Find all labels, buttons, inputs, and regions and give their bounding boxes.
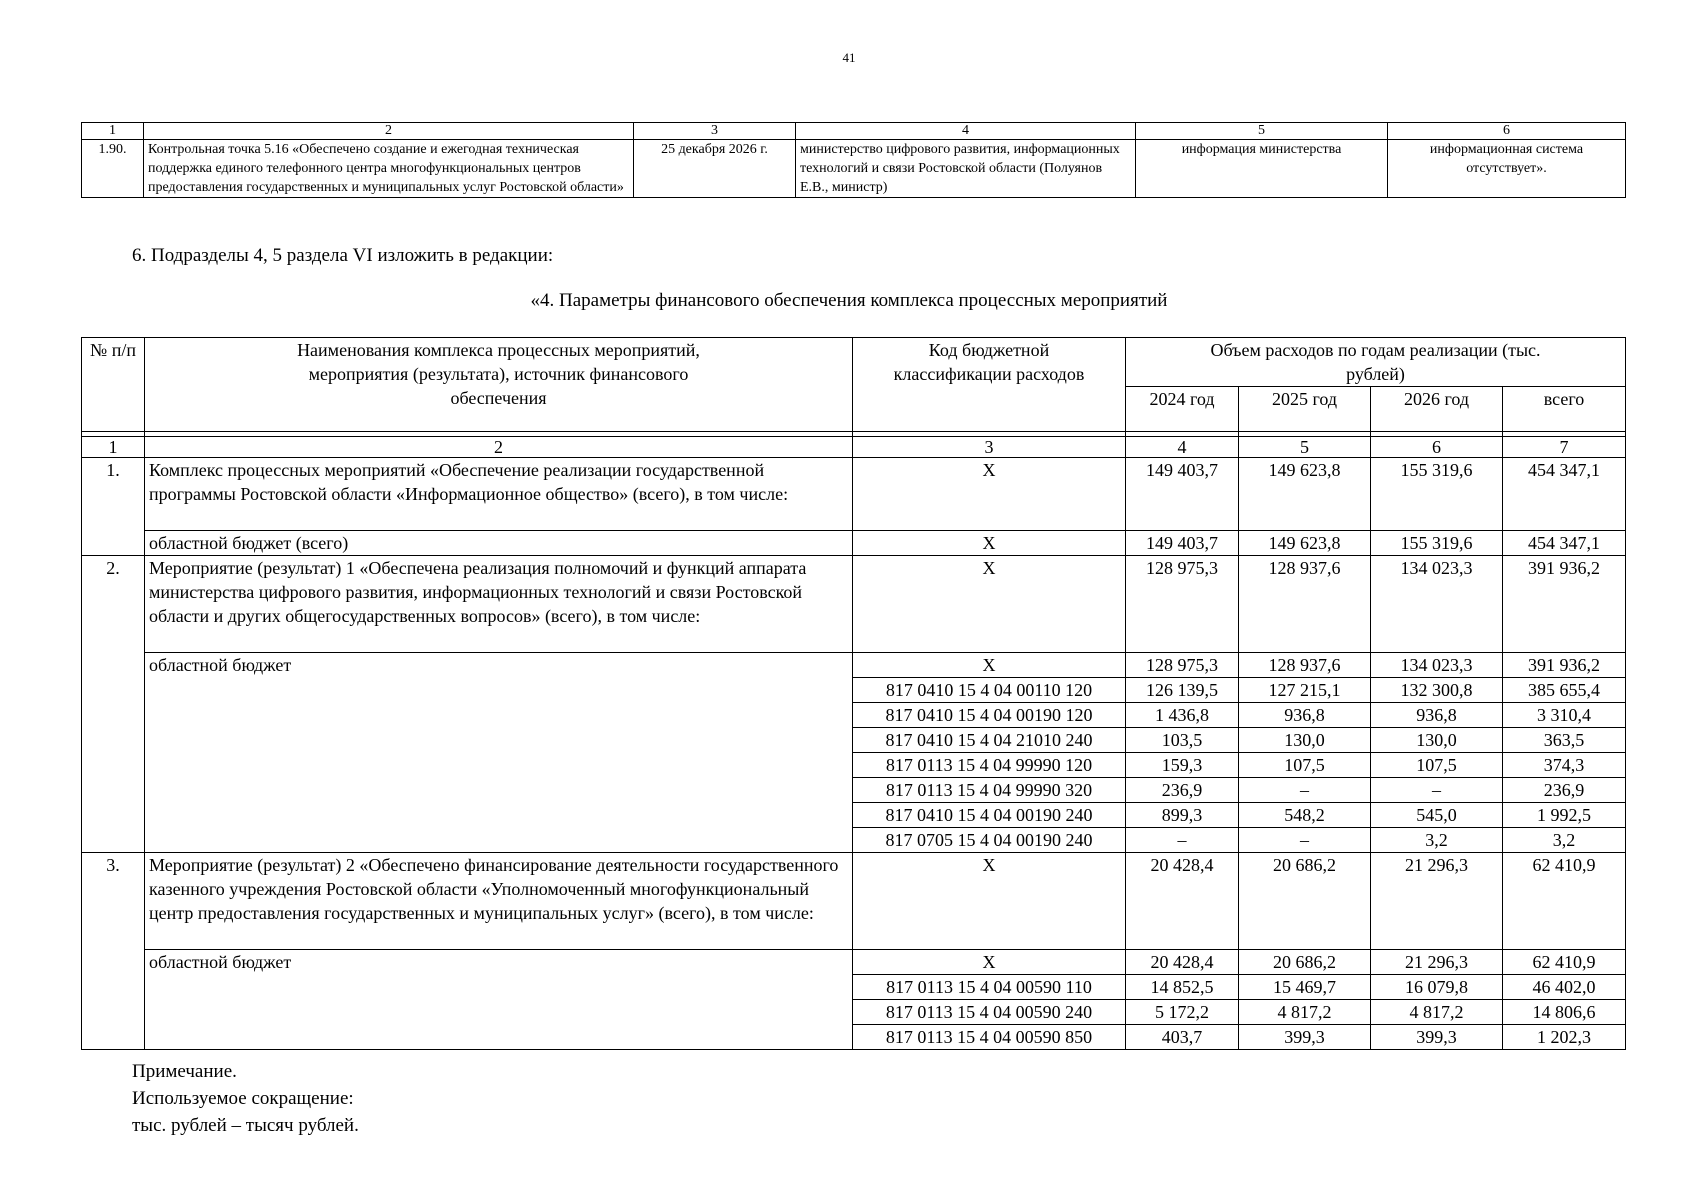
row-number: 2. (82, 556, 145, 853)
value-2025: 548,2 (1239, 803, 1371, 828)
section-caption: «4. Параметры финансового обеспечения комплекса процессных мероприятий (530, 290, 1168, 311)
column-numbers-row (82, 437, 1626, 458)
note-title: Примечание. (132, 1061, 237, 1082)
value-2025: 936,8 (1239, 703, 1371, 728)
row-number: 1.90. (82, 140, 144, 198)
column-number: 3 (634, 123, 796, 140)
value-total: 363,5 (1503, 728, 1626, 753)
table-header-row (82, 338, 1626, 387)
column-number: 1 (82, 123, 144, 140)
value-2026: 21 296,3 (1371, 853, 1503, 950)
value-2026: 545,0 (1371, 803, 1503, 828)
column-number: 2 (145, 437, 853, 458)
header-num: № п/п (82, 338, 145, 432)
budget-code: Х (853, 653, 1126, 678)
value-2025: 128 937,6 (1239, 653, 1371, 678)
budget-code: 817 0113 15 4 04 00590 850 (853, 1025, 1126, 1050)
table-header-row (82, 123, 1626, 140)
value-2024: 128 975,3 (1126, 653, 1239, 678)
column-number: 4 (1126, 437, 1239, 458)
value-2026: 936,8 (1371, 703, 1503, 728)
value-total: 454 347,1 (1503, 458, 1626, 531)
value-2026: 3,2 (1371, 828, 1503, 853)
value-2025: 399,3 (1239, 1025, 1371, 1050)
value-2026: 107,5 (1371, 753, 1503, 778)
budget-code: 817 0410 15 4 04 00190 240 (853, 803, 1126, 828)
instruction-paragraph: 6. Подразделы 4, 5 раздела VI изложить в редакции: (132, 245, 554, 266)
budget-code: 817 0113 15 4 04 99990 120 (853, 753, 1126, 778)
complex-name: Комплекс процессных мероприятий «Обеспечение реализации государственной программы Ростовской области «Информационное общество» (всего), в том числе: (145, 458, 853, 531)
budget-code: Х (853, 531, 1126, 556)
column-number: 7 (1503, 437, 1626, 458)
value-2024: 20 428,4 (1126, 853, 1239, 950)
budget-code: 817 0113 15 4 04 00590 110 (853, 975, 1126, 1000)
value-2024: 149 403,7 (1126, 531, 1239, 556)
column-number: 4 (796, 123, 1136, 140)
table-row (82, 653, 1626, 678)
value-2025: 128 937,6 (1239, 556, 1371, 653)
value-2026: – (1371, 778, 1503, 803)
value-total: 236,9 (1503, 778, 1626, 803)
budget-code: Х (853, 458, 1126, 531)
funding-source: областной бюджет (всего) (145, 531, 853, 556)
value-2024: 1 436,8 (1126, 703, 1239, 728)
value-2024: – (1126, 828, 1239, 853)
column-number: 2 (144, 123, 634, 140)
responsible-executor: министерство цифрового развития, информационных технологий и связи Ростовской области (Полуянов Е.В., министр) (796, 140, 1136, 198)
budget-code: Х (853, 950, 1126, 975)
header-code: Код бюджетной классификации расходов (853, 338, 1126, 432)
value-2025: 127 215,1 (1239, 678, 1371, 703)
value-2024: 159,3 (1126, 753, 1239, 778)
value-total: 391 936,2 (1503, 556, 1626, 653)
value-2026: 21 296,3 (1371, 950, 1503, 975)
value-2026: 134 023,3 (1371, 556, 1503, 653)
value-2024: 5 172,2 (1126, 1000, 1239, 1025)
note-abbreviation: тыс. рублей – тысяч рублей. (132, 1115, 359, 1136)
value-2025: 149 623,8 (1239, 458, 1371, 531)
value-2026: 4 817,2 (1371, 1000, 1503, 1025)
footnote (132, 1058, 359, 1139)
value-2026: 399,3 (1371, 1025, 1503, 1050)
column-number: 5 (1239, 437, 1371, 458)
value-total: 3,2 (1503, 828, 1626, 853)
value-total: 14 806,6 (1503, 1000, 1626, 1025)
value-2026: 155 319,6 (1371, 531, 1503, 556)
budget-code: 817 0410 15 4 04 21010 240 (853, 728, 1126, 753)
funding-source: областной бюджет (145, 653, 853, 853)
row-number: 1. (82, 458, 145, 556)
control-point-name: Контрольная точка 5.16 «Обеспечено создание и ежегодная техническая поддержка единого телефонного центра многофункциональных центров предоставления государственных и муниципальных услуг Ростовской области» (144, 140, 634, 198)
value-2026: 132 300,8 (1371, 678, 1503, 703)
value-2024: 403,7 (1126, 1025, 1239, 1050)
value-total: 374,3 (1503, 753, 1626, 778)
confirming-document: информация министерства (1136, 140, 1388, 198)
funding-source: областной бюджет (145, 950, 853, 1050)
value-total: 46 402,0 (1503, 975, 1626, 1000)
page-number: 41 (842, 50, 856, 65)
column-number: 1 (82, 437, 145, 458)
value-total: 62 410,9 (1503, 853, 1626, 950)
budget-code: 817 0410 15 4 04 00190 120 (853, 703, 1126, 728)
value-2025: 4 817,2 (1239, 1000, 1371, 1025)
value-2024: 14 852,5 (1126, 975, 1239, 1000)
activity-name: Мероприятие (результат) 2 «Обеспечено финансирование деятельности государственного казенного учреждения Ростовской области «Уполномоченный многофункциональный центр предоставления государственных и муниципальных услуг» (всего), в том числе: (145, 853, 853, 950)
value-total: 385 655,4 (1503, 678, 1626, 703)
value-2025: – (1239, 778, 1371, 803)
value-2025: 149 623,8 (1239, 531, 1371, 556)
column-number: 6 (1371, 437, 1503, 458)
budget-code: Х (853, 853, 1126, 950)
value-2025: 15 469,7 (1239, 975, 1371, 1000)
value-2024: 103,5 (1126, 728, 1239, 753)
row-number: 3. (82, 853, 145, 1050)
table-row (82, 556, 1626, 653)
value-total: 62 410,9 (1503, 950, 1626, 975)
table-row (82, 531, 1626, 556)
table-row (82, 140, 1626, 198)
table-row (82, 458, 1626, 531)
value-2025: – (1239, 828, 1371, 853)
value-2025: 20 686,2 (1239, 853, 1371, 950)
note-abbreviation-label: Используемое сокращение: (132, 1088, 354, 1109)
value-2025: 20 686,2 (1239, 950, 1371, 975)
header-year-2026: 2026 год (1371, 387, 1503, 432)
header-year-2024: 2024 год (1126, 387, 1239, 432)
column-number: 3 (853, 437, 1126, 458)
value-2026: 155 319,6 (1371, 458, 1503, 531)
value-2024: 20 428,4 (1126, 950, 1239, 975)
value-total: 3 310,4 (1503, 703, 1626, 728)
financing-table (81, 337, 1626, 1050)
value-2024: 149 403,7 (1126, 458, 1239, 531)
value-total: 454 347,1 (1503, 531, 1626, 556)
table-row (82, 853, 1626, 950)
activity-name: Мероприятие (результат) 1 «Обеспечена реализация полномочий и функций аппарата министерства цифрового развития, информационных технологий и связи Ростовской области и других общегосударственных вопросов» (всего), в том числе: (145, 556, 853, 653)
budget-code: Х (853, 556, 1126, 653)
budget-code: 817 0705 15 4 04 00190 240 (853, 828, 1126, 853)
header-name: Наименования комплекса процессных мероприятий, мероприятия (результата), источник финансового обеспечения (145, 338, 853, 432)
value-total: 1 992,5 (1503, 803, 1626, 828)
value-2024: 236,9 (1126, 778, 1239, 803)
value-2026: 16 079,8 (1371, 975, 1503, 1000)
column-number: 6 (1388, 123, 1626, 140)
value-2024: 899,3 (1126, 803, 1239, 828)
header-year-2025: 2025 год (1239, 387, 1371, 432)
deadline-date: 25 декабря 2026 г. (634, 140, 796, 198)
value-2026: 134 023,3 (1371, 653, 1503, 678)
value-2024: 128 975,3 (1126, 556, 1239, 653)
value-2025: 107,5 (1239, 753, 1371, 778)
value-2024: 126 139,5 (1126, 678, 1239, 703)
table-row (82, 950, 1626, 975)
value-total: 391 936,2 (1503, 653, 1626, 678)
control-points-table (81, 122, 1626, 198)
column-number: 5 (1136, 123, 1388, 140)
budget-code: 817 0113 15 4 04 99990 320 (853, 778, 1126, 803)
value-total: 1 202,3 (1503, 1025, 1626, 1050)
value-2026: 130,0 (1371, 728, 1503, 753)
value-2025: 130,0 (1239, 728, 1371, 753)
budget-code: 817 0113 15 4 04 00590 240 (853, 1000, 1126, 1025)
header-total: всего (1503, 387, 1626, 432)
information-system: информационная система отсутствует». (1388, 140, 1626, 198)
header-volume: Объем расходов по годам реализации (тыс. рублей) (1126, 338, 1626, 387)
budget-code: 817 0410 15 4 04 00110 120 (853, 678, 1126, 703)
